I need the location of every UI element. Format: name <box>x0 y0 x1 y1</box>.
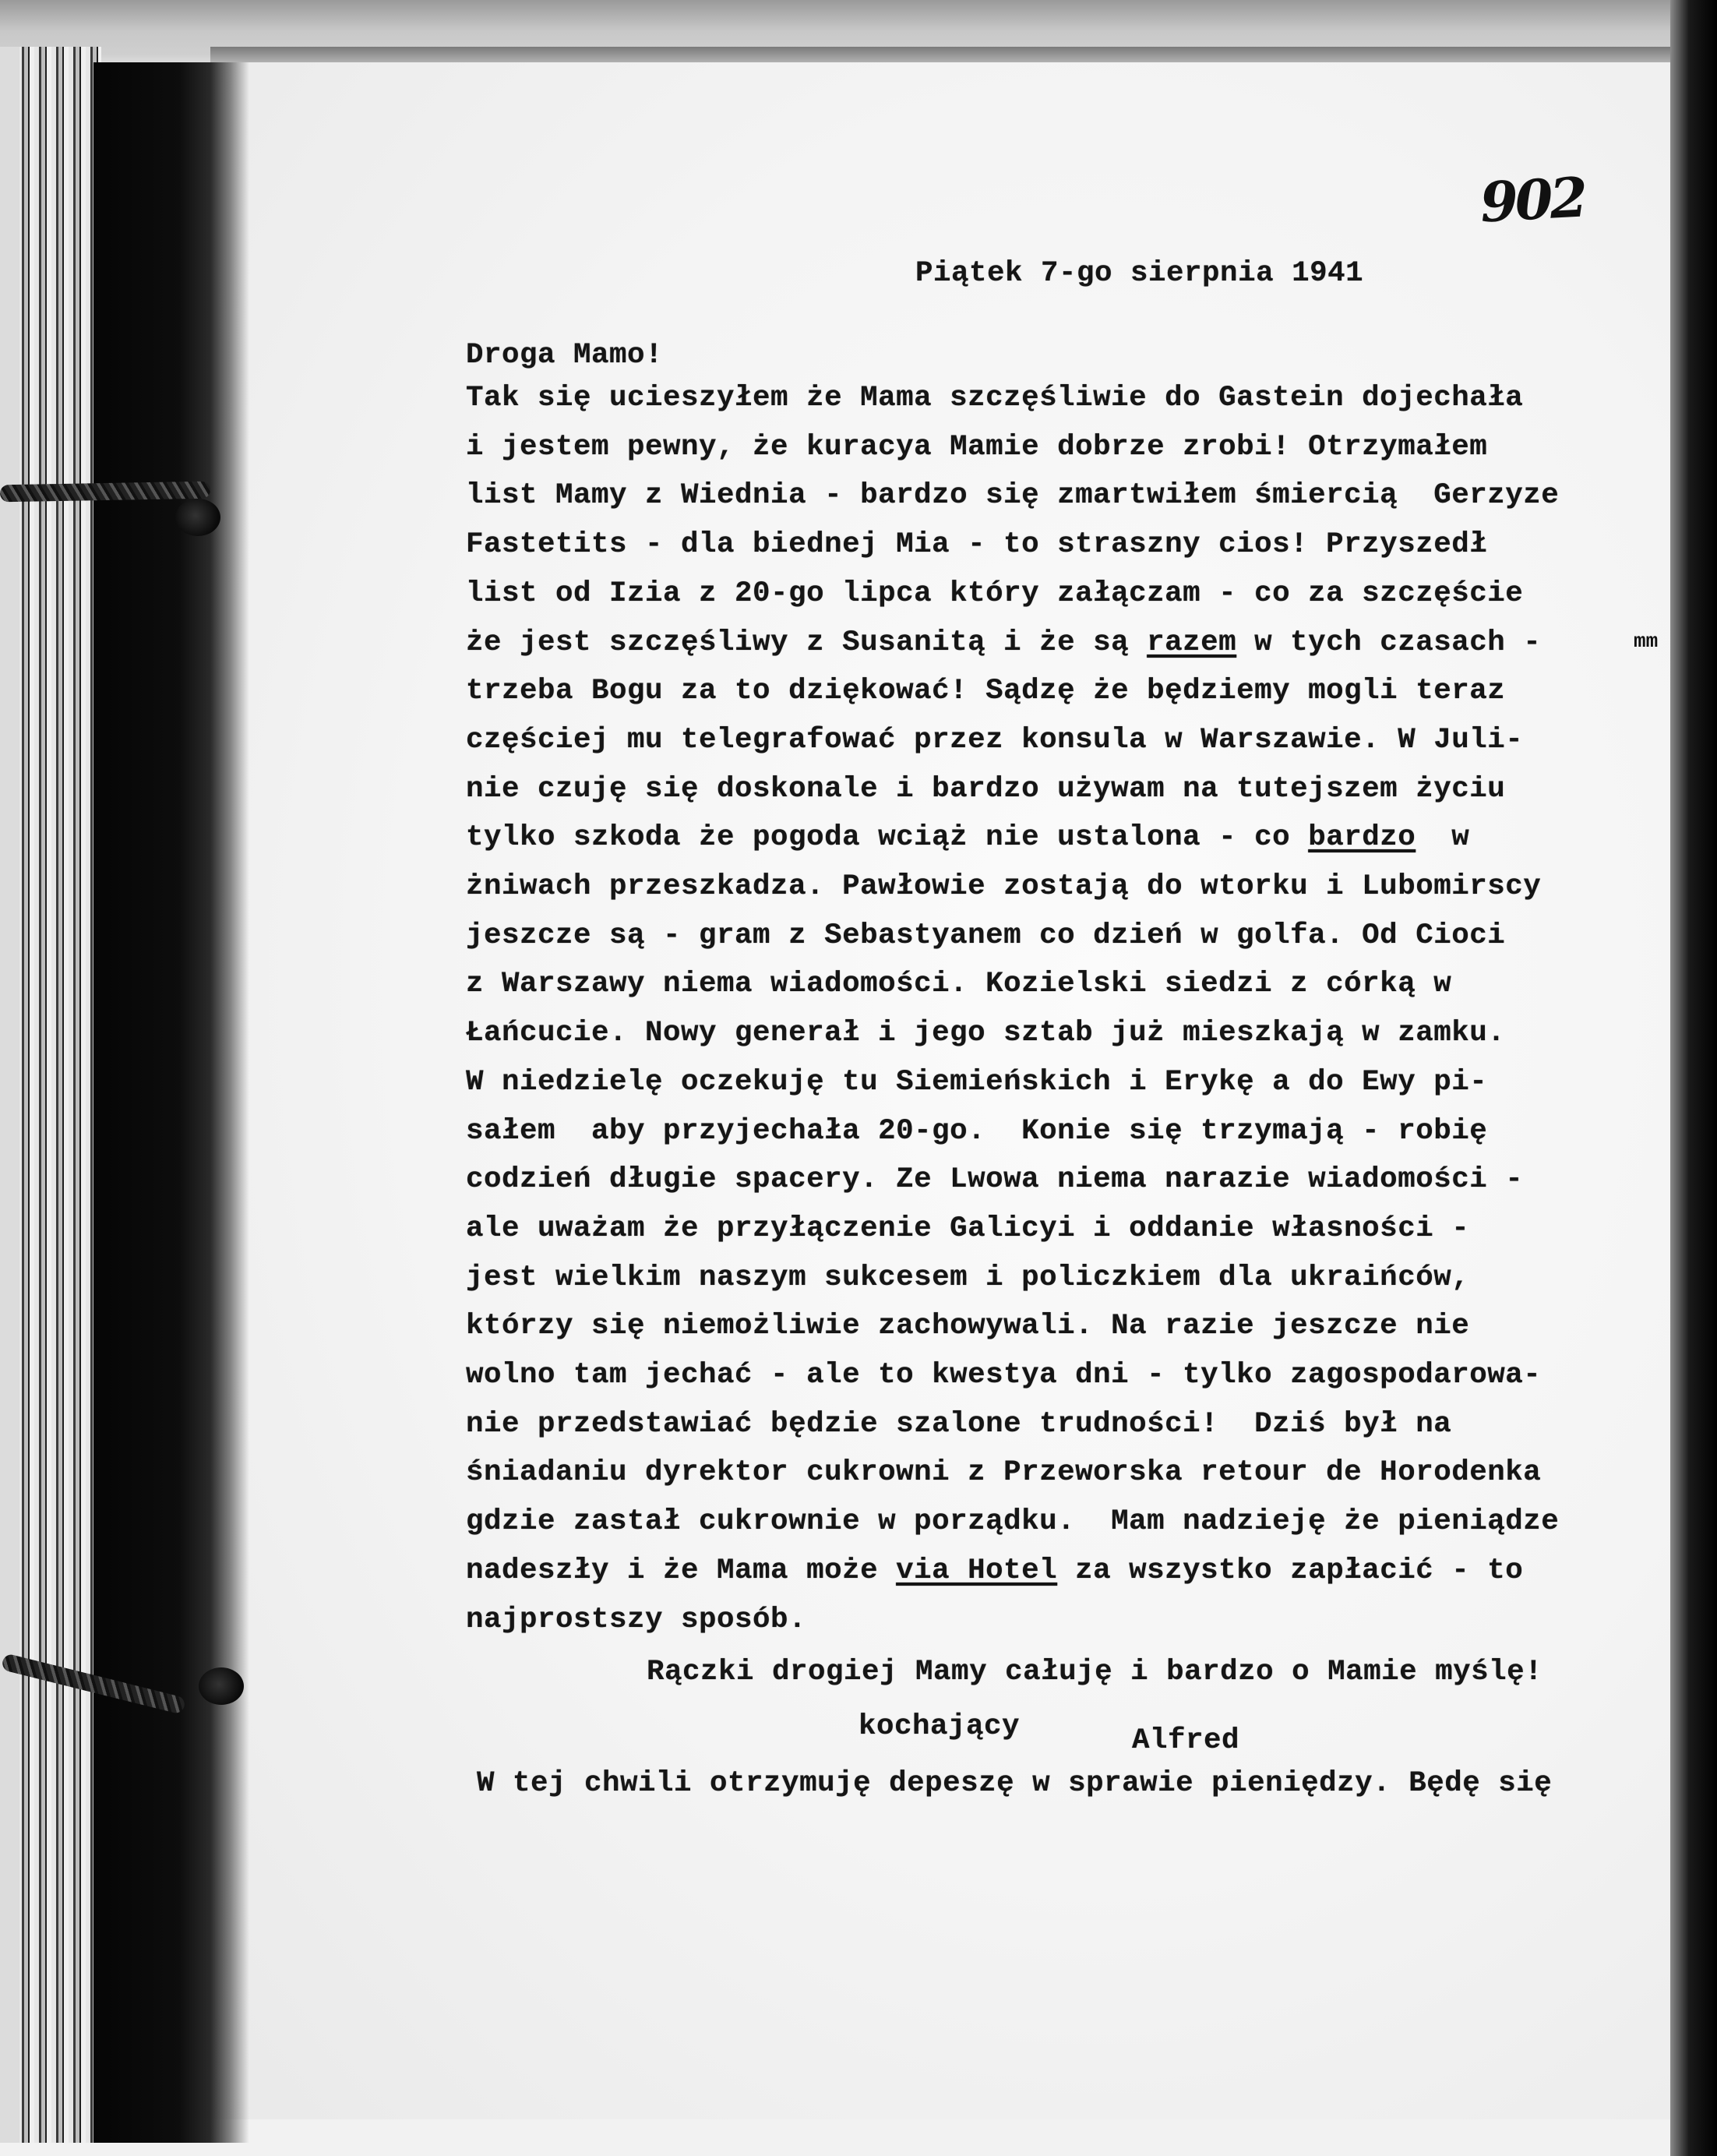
letter-line: W niedzielę oczekuję tu Siemieńskich i Erykę a do Ewy pi- <box>466 1065 1488 1099</box>
letter-line: Fastetits - dla biednej Mia - to straszny cios! Przyszedł <box>466 528 1488 562</box>
closing-line: Rączki drogiej Mamy całuję i bardzo o Mamie myślę! <box>647 1656 1543 1688</box>
line-text: za wszystko zapłacić - to <box>1057 1554 1524 1587</box>
binding-knot-top <box>175 499 220 536</box>
postscript-line: W tej chwili otrzymuję depeszę w sprawie pieniędzy. Będę się <box>477 1767 1553 1800</box>
letter-line: jest wielkim naszym sukcesem i policzkiem dla ukraińców, <box>466 1261 1470 1294</box>
margin-mark: mm <box>1634 630 1659 653</box>
binding-gutter-shadow <box>93 62 249 2143</box>
letter-line: żniwach przeszkadza. Pawłowie zostają do wtorku i Lubomirscy <box>466 870 1542 903</box>
book-page-stack <box>0 47 101 2143</box>
letter-line: Tak się ucieszyłem że Mama szczęśliwie do Gastein dojechała <box>466 382 1524 415</box>
letter-line: którzy się niemożliwie zachowywali. Na razie jeszcze nie <box>466 1310 1470 1343</box>
letter-line <box>466 821 1469 854</box>
right-edge-shadow <box>1670 0 1717 2156</box>
signature-name: Alfred <box>1132 1724 1240 1757</box>
letter-line: Łańcucie. Nowy generał i jego sztab już mieszkają w zamku. <box>466 1017 1506 1050</box>
salutation: Droga Mamo! <box>466 339 664 372</box>
letter-line: gdzie zastał cukrownie w porządku. Mam nadzieję że pieniądze <box>466 1505 1560 1539</box>
letter-line: najprostszy sposób. <box>466 1603 807 1636</box>
underlined-word: bardzo <box>1308 821 1416 855</box>
line-text: nadeszły i że Mama może <box>466 1554 897 1587</box>
binding-string-top <box>0 482 210 503</box>
letter-line: sałem aby przyjechała 20-go. Konie się trzymają - robię <box>466 1114 1488 1148</box>
letter-line: jeszcze są - gram z Sebastyanem co dzień w golfa. Od Cioci <box>466 919 1506 952</box>
letter-line: i jestem pewny, że kuracya Mamie dobrze zrobi! Otrzymałem <box>466 430 1488 464</box>
binding-knot-bottom <box>199 1667 244 1705</box>
letter-line: trzeba Bogu za to dziękować! Sądzę że będziemy mogli teraz <box>466 675 1506 708</box>
line-text: w <box>1416 821 1470 855</box>
letter-line: ale uważam że przyłączenie Galicyi i oddanie własności - <box>466 1212 1470 1245</box>
letter-line: list od Izia z 20-go lipca który załączam - co za szczęście <box>466 577 1524 610</box>
underlined-word: razem <box>1147 626 1237 659</box>
letter-line: z Warszawy niema wiadomości. Kozielski siedzi z córką w <box>466 968 1452 1001</box>
line-text: w tych czasach - <box>1236 626 1542 659</box>
letter-line <box>466 1554 1523 1587</box>
letter-line: list Mamy z Wiednia - bardzo się zmartwiłem śmiercią Gerzyze <box>466 479 1560 513</box>
letter-line: codzień długie spacery. Ze Lwowa niema narazie wiadomości - <box>466 1163 1524 1197</box>
page-number: 902 <box>1478 164 1587 235</box>
letter-line: nie przedstawiać będzie szalone trudności! Dziś był na <box>466 1407 1452 1441</box>
date-line: Piątek 7-go sierpnia 1941 <box>915 257 1364 290</box>
letter-line <box>466 626 1541 659</box>
signature-adjective: kochający <box>858 1710 1021 1743</box>
line-text: że jest szczęśliwy z Susanitą i że są <box>466 626 1148 659</box>
letter-line: częściej mu telegrafować przez konsula w Warszawie. W Juli- <box>466 723 1524 757</box>
underlined-word: via Hotel <box>896 1554 1058 1587</box>
line-text: tylko szkoda że pogoda wciąż nie ustalona - co <box>466 821 1309 855</box>
letter-line: śniadaniu dyrektor cukrowni z Przeworska retour de Horodenka <box>466 1456 1542 1490</box>
letter-line: wolno tam jechać - ale to kwestya dni - tylko zagospodarowa- <box>466 1359 1542 1392</box>
letter-line: nie czuję się doskonale i bardzo używam na tutejszem życiu <box>466 772 1506 806</box>
